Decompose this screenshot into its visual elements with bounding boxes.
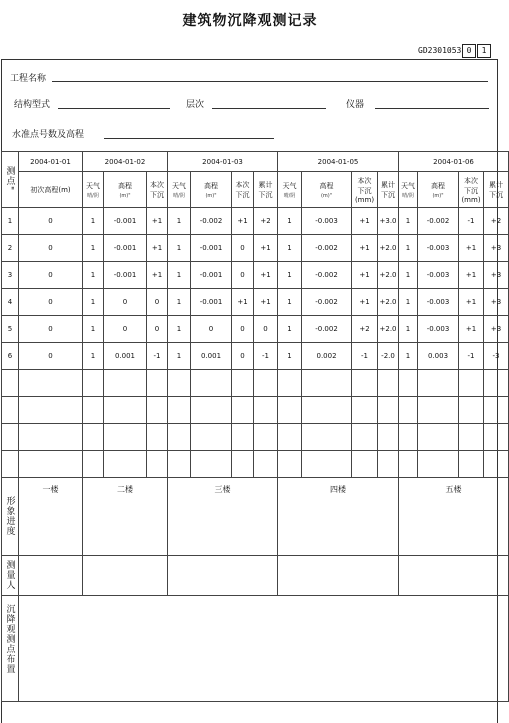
initial-cell: 0 bbox=[19, 262, 83, 289]
doc-box-2: 1 bbox=[477, 44, 491, 58]
floors-field[interactable] bbox=[212, 108, 326, 109]
table-row bbox=[2, 235, 509, 262]
date-header-1: 2004-01-01 bbox=[19, 152, 83, 172]
total-cell: +3 bbox=[484, 235, 509, 262]
table-row bbox=[2, 262, 509, 289]
total-header: 累计 下沉 bbox=[484, 172, 509, 208]
layout-label: 沉降观测点布置 bbox=[2, 596, 19, 702]
weather-cell: 1 bbox=[83, 316, 104, 343]
weather-cell: 1 bbox=[83, 235, 104, 262]
settle-cell: 0 bbox=[232, 316, 254, 343]
settle-cell: +1 bbox=[459, 262, 484, 289]
settlement-table bbox=[1, 151, 509, 702]
elevation-cell: 0 bbox=[191, 316, 232, 343]
weather-cell: 1 bbox=[168, 289, 191, 316]
doc-box-1: 0 bbox=[462, 44, 476, 58]
weather-cell: 1 bbox=[278, 235, 302, 262]
weather-cell: 1 bbox=[83, 289, 104, 316]
progress-label: 形象进度 bbox=[2, 478, 19, 556]
settle-cell: +1 bbox=[352, 262, 378, 289]
weather-cell: 1 bbox=[83, 343, 104, 370]
settle-cell: 0 bbox=[232, 343, 254, 370]
total-cell: +3 bbox=[484, 316, 509, 343]
structure-field[interactable] bbox=[58, 108, 170, 109]
table-row bbox=[2, 316, 509, 343]
elevation-cell: -0.001 bbox=[104, 235, 147, 262]
settle-cell: -1 bbox=[459, 343, 484, 370]
weather-cell: 1 bbox=[168, 316, 191, 343]
this-settle-header: 本次 下沉 (mm) bbox=[352, 172, 378, 208]
settle-cell: +1 bbox=[232, 208, 254, 235]
settle-cell: +1 bbox=[232, 289, 254, 316]
date-header-5: 2004-01-06 bbox=[399, 152, 509, 172]
this-settle-header: 本次 下沉 (mm) bbox=[459, 172, 484, 208]
settle-cell: 0 bbox=[232, 235, 254, 262]
weather-cell: 1 bbox=[399, 208, 418, 235]
surveyor-label: 测量人 bbox=[2, 556, 19, 596]
weather-cell: 1 bbox=[83, 262, 104, 289]
elevation-cell: -0.002 bbox=[302, 235, 352, 262]
elevation-cell: -0.002 bbox=[302, 316, 352, 343]
weather-cell: 1 bbox=[278, 208, 302, 235]
weather-cell: 1 bbox=[399, 289, 418, 316]
total-cell: -1 bbox=[254, 343, 278, 370]
initial-elevation-header: 初次高程(m) bbox=[19, 172, 83, 208]
settle-cell: +1 bbox=[147, 235, 168, 262]
weather-header: 天气 晴/阴 bbox=[168, 172, 191, 208]
structure-label: 结构型式 bbox=[14, 100, 51, 110]
weather-cell: 1 bbox=[399, 262, 418, 289]
elevation-header: 高程 (m)" bbox=[104, 172, 147, 208]
instrument-field[interactable] bbox=[375, 108, 489, 109]
total-cell: +2.0 bbox=[378, 316, 399, 343]
elevation-cell: -0.001 bbox=[104, 262, 147, 289]
point-cell: 6 bbox=[2, 343, 19, 370]
initial-cell: 0 bbox=[19, 289, 83, 316]
elevation-cell: -0.001 bbox=[191, 235, 232, 262]
elevation-cell: -0.002 bbox=[418, 208, 459, 235]
total-cell: -2.0 bbox=[378, 343, 399, 370]
total-cell: -3 bbox=[484, 343, 509, 370]
weather-cell: 1 bbox=[278, 262, 302, 289]
table-row bbox=[2, 208, 509, 235]
total-cell: +1 bbox=[254, 289, 278, 316]
weather-header: 天气 晴/阴 bbox=[83, 172, 104, 208]
elevation-cell: 0 bbox=[104, 289, 147, 316]
elevation-cell: -0.003 bbox=[302, 208, 352, 235]
weather-cell: 1 bbox=[168, 343, 191, 370]
date-header-2: 2004-01-02 bbox=[83, 152, 168, 172]
document-code: GD2301053 bbox=[418, 46, 462, 55]
elevation-cell: 0.002 bbox=[302, 343, 352, 370]
total-header: 累计 下沉 bbox=[254, 172, 278, 208]
total-cell: +3 bbox=[484, 262, 509, 289]
elevation-cell: -0.001 bbox=[191, 262, 232, 289]
elevation-header: 高程 (m)" bbox=[302, 172, 352, 208]
settle-cell: 0 bbox=[147, 316, 168, 343]
data-rows bbox=[2, 208, 509, 370]
weather-cell: 1 bbox=[168, 262, 191, 289]
point-cell: 4 bbox=[2, 289, 19, 316]
weather-cell: 1 bbox=[399, 235, 418, 262]
settle-cell: +2 bbox=[352, 316, 378, 343]
elevation-cell: 0.001 bbox=[104, 343, 147, 370]
settle-cell: +1 bbox=[459, 235, 484, 262]
elevation-cell: -0.001 bbox=[104, 208, 147, 235]
settle-cell: -1 bbox=[459, 208, 484, 235]
total-cell: +1 bbox=[254, 262, 278, 289]
weather-cell: 1 bbox=[278, 289, 302, 316]
total-cell: +2.0 bbox=[378, 289, 399, 316]
total-cell: +3 bbox=[484, 289, 509, 316]
floors-label: 层次 bbox=[186, 100, 205, 110]
settle-cell: +1 bbox=[459, 289, 484, 316]
elevation-cell: -0.003 bbox=[418, 262, 459, 289]
benchmark-label: 水准点号数及高程 bbox=[12, 130, 85, 140]
elevation-cell: -0.003 bbox=[418, 316, 459, 343]
weather-cell: 1 bbox=[278, 343, 302, 370]
this-settle-header: 本次 下沉 bbox=[232, 172, 254, 208]
total-cell: +2.0 bbox=[378, 235, 399, 262]
weather-cell: 1 bbox=[168, 235, 191, 262]
initial-cell: 0 bbox=[19, 316, 83, 343]
floor-2: 二楼 bbox=[83, 478, 168, 556]
point-header: 测点" bbox=[2, 152, 19, 208]
total-cell: +3.0 bbox=[378, 208, 399, 235]
elevation-cell: 0.003 bbox=[418, 343, 459, 370]
total-header: 累计 下沉 bbox=[378, 172, 399, 208]
point-cell: 3 bbox=[2, 262, 19, 289]
elevation-cell: -0.003 bbox=[418, 289, 459, 316]
settle-cell: +1 bbox=[352, 208, 378, 235]
settle-cell: +1 bbox=[352, 289, 378, 316]
total-cell: 0 bbox=[254, 316, 278, 343]
settle-cell: +1 bbox=[147, 208, 168, 235]
layout-area bbox=[19, 596, 509, 702]
date-header-3: 2004-01-03 bbox=[168, 152, 278, 172]
elevation-cell: -0.001 bbox=[191, 289, 232, 316]
this-settle-header: 本次 下沉 bbox=[147, 172, 168, 208]
total-cell: +2 bbox=[254, 208, 278, 235]
elevation-cell: -0.002 bbox=[302, 289, 352, 316]
elevation-cell: -0.002 bbox=[302, 262, 352, 289]
total-cell: +1 bbox=[254, 235, 278, 262]
settle-cell: -1 bbox=[352, 343, 378, 370]
initial-cell: 0 bbox=[19, 235, 83, 262]
floor-5: 五楼 bbox=[399, 478, 509, 556]
elevation-header: 高程 (m)" bbox=[191, 172, 232, 208]
point-cell: 2 bbox=[2, 235, 19, 262]
settle-cell: -1 bbox=[147, 343, 168, 370]
elevation-cell: -0.003 bbox=[418, 235, 459, 262]
elevation-header: 高程 (m)" bbox=[418, 172, 459, 208]
initial-cell: 0 bbox=[19, 208, 83, 235]
weather-cell: 1 bbox=[83, 208, 104, 235]
elevation-cell: 0 bbox=[104, 316, 147, 343]
benchmark-field[interactable] bbox=[104, 138, 274, 139]
settle-cell: +1 bbox=[147, 262, 168, 289]
floor-4: 四楼 bbox=[278, 478, 399, 556]
floor-1: 一楼 bbox=[19, 478, 83, 556]
weather-header: 天气 晴/阴 bbox=[278, 172, 302, 208]
point-cell: 1 bbox=[2, 208, 19, 235]
instrument-label: 仪器 bbox=[346, 100, 365, 110]
weather-cell: 1 bbox=[168, 208, 191, 235]
initial-cell: 0 bbox=[19, 343, 83, 370]
table-row bbox=[2, 343, 509, 370]
settle-cell: 0 bbox=[147, 289, 168, 316]
elevation-cell: -0.002 bbox=[191, 208, 232, 235]
weather-cell: 1 bbox=[399, 316, 418, 343]
settle-cell: +1 bbox=[352, 235, 378, 262]
table-row bbox=[2, 289, 509, 316]
total-cell: +2.0 bbox=[378, 262, 399, 289]
total-cell: +2 bbox=[484, 208, 509, 235]
point-cell: 5 bbox=[2, 316, 19, 343]
weather-cell: 1 bbox=[278, 316, 302, 343]
weather-cell: 1 bbox=[399, 343, 418, 370]
project-name-label: 工程名称 bbox=[10, 74, 47, 84]
date-header-4: 2004-01-05 bbox=[278, 152, 399, 172]
project-name-field[interactable] bbox=[52, 81, 488, 82]
settle-cell: +1 bbox=[459, 316, 484, 343]
elevation-cell: 0.001 bbox=[191, 343, 232, 370]
settle-cell: 0 bbox=[232, 262, 254, 289]
floor-3: 三楼 bbox=[168, 478, 278, 556]
document-title: 建筑物沉降观测记录 bbox=[182, 13, 318, 29]
weather-header: 天气 晴/阴 bbox=[399, 172, 418, 208]
